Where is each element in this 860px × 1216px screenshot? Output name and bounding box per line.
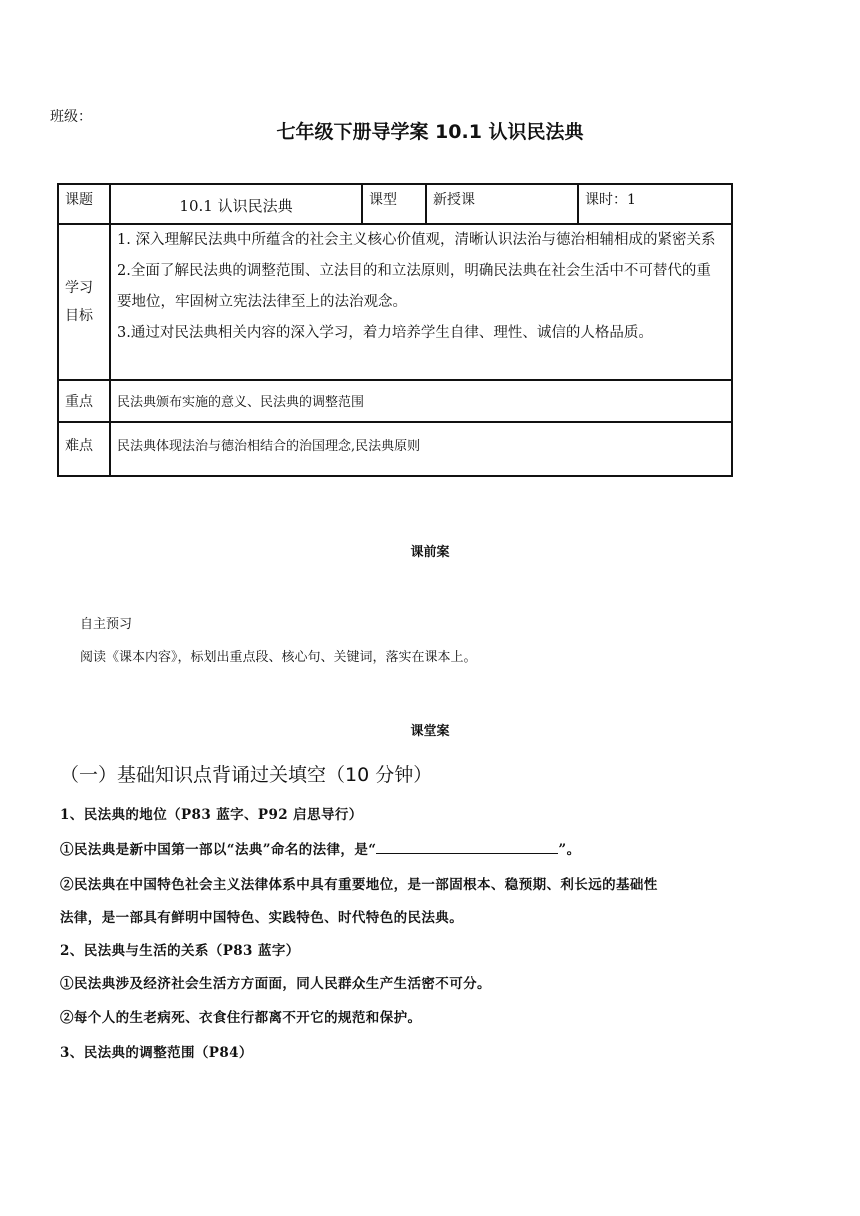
hours-value: 课时：1 xyxy=(578,184,732,224)
item1-b-line1: ②民法典在中国特色社会主义法律体系中具有重要地位，是一部固根本、稳预期、利长远的基础性 xyxy=(60,877,658,893)
topic-label: 课题 xyxy=(58,184,110,224)
type-value: 新授课 xyxy=(426,184,578,224)
item3-title: 3、民法典的调整范围（P84） xyxy=(60,1045,253,1061)
type-label: 课型 xyxy=(362,184,426,224)
item1-a-before: ①民法典是新中国第一部以“法典”命名的法律，是“ xyxy=(60,842,377,858)
difficulty-label: 难点 xyxy=(58,422,110,476)
item2-a: ①民法典涉及经济社会生活方方面面，同人民群众生产生活密不可分。 xyxy=(60,976,491,992)
item2-b: ②每个人的生老病死、衣食住行都离不开它的规范和保护。 xyxy=(60,1010,422,1026)
key-value: 民法典颁布实施的意义、民法典的调整范围 xyxy=(110,380,732,422)
key-label: 重点 xyxy=(58,380,110,422)
objectives-label xyxy=(58,224,110,380)
fill-blank[interactable] xyxy=(376,841,558,854)
item1-a xyxy=(60,838,580,858)
item1-title: 1、民法典的地位（P83 蓝字、P92 启思导行） xyxy=(60,807,363,823)
preclass-subheading: 自主预习 xyxy=(80,617,133,632)
preclass-text: 阅读《课本内容》，标划出重点段、核心句、关键词，落实在课本上。 xyxy=(80,650,477,665)
objectives-label-line-2: 目标 xyxy=(65,308,93,324)
objectives-label-line-1: 学习 xyxy=(65,280,93,296)
info-table xyxy=(57,183,733,477)
item1-a-after: ”。 xyxy=(558,842,581,858)
objective-item: 2.全面了解民法典的调整范围、立法目的和立法原则，明确民法典在社会生活中不可替代的重要地位，牢固树立宪法法律至上的法治观念。 xyxy=(117,263,711,310)
section-title: （一）基础知识点背诵过关填空（10 分钟） xyxy=(60,764,433,786)
objective-item: 3.通过对民法典相关内容的深入学习，着力培养学生自律、理性、诚信的人格品质。 xyxy=(117,325,653,341)
preclass-heading: 课前案 xyxy=(410,545,450,560)
topic-value: 10.1 认识民法典 xyxy=(110,184,362,224)
objective-item: 1. 深入理解民法典中所蕴含的社会主义核心价值观，清晰认识法治与德治相辅相成的紧密关系 xyxy=(117,232,716,248)
page-title: 七年级下册导学案 10.1 认识民法典 xyxy=(276,121,584,143)
inclass-heading: 课堂案 xyxy=(410,724,450,739)
difficulty-value: 民法典体现法治与德治相结合的治国理念,民法典原则 xyxy=(110,422,732,476)
objectives-cell xyxy=(110,224,732,380)
item2-title: 2、民法典与生活的关系（P83 蓝字） xyxy=(60,943,300,959)
item1-b-line2: 法律，是一部具有鲜明中国特色、实践特色、时代特色的民法典。 xyxy=(60,910,464,926)
class-label: 班级： xyxy=(50,109,92,125)
